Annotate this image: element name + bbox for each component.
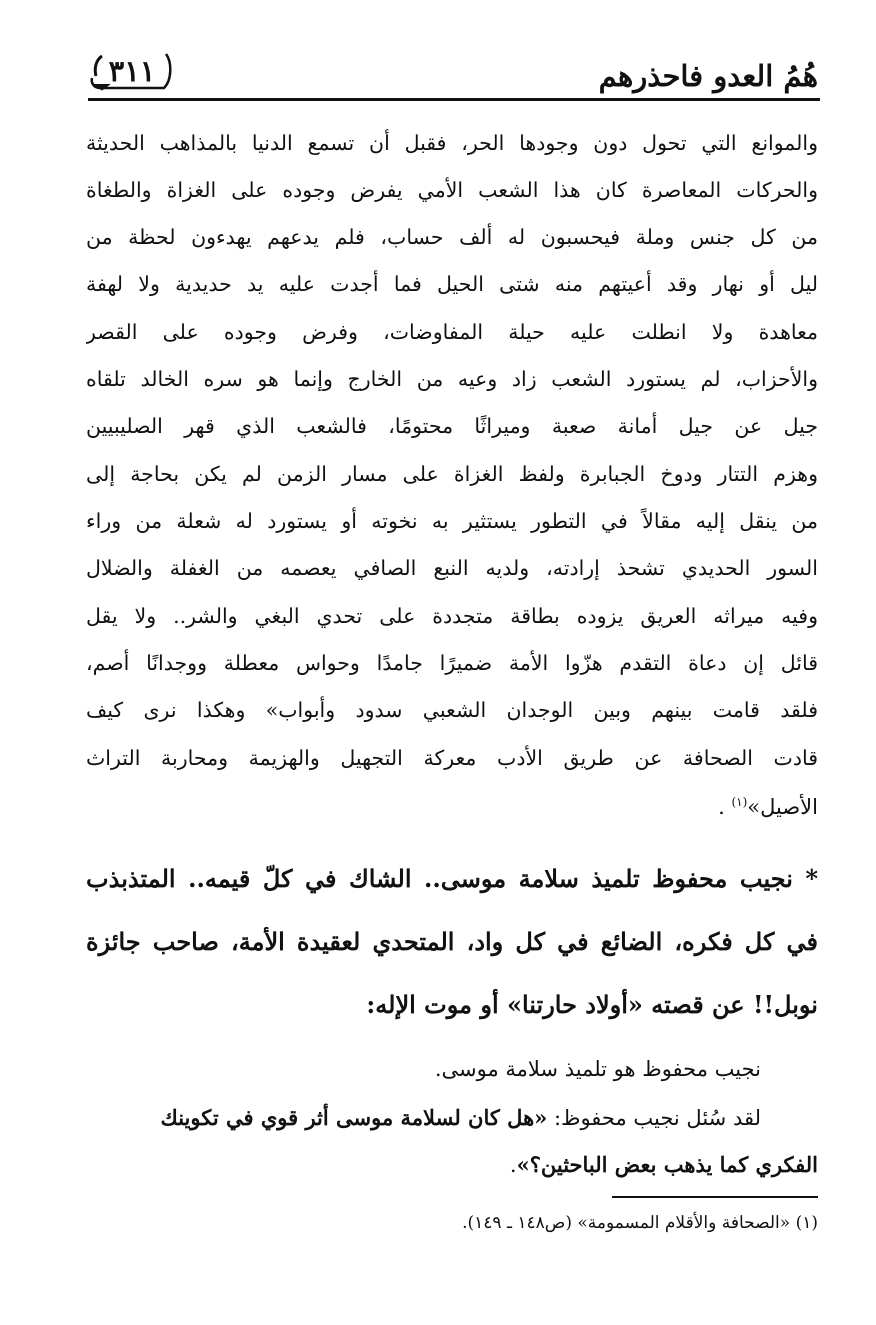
question-prefix: لقد سُئل نجيب محفوظ: — [547, 1106, 761, 1130]
question-line — [86, 1096, 761, 1140]
question-line-2 — [86, 1143, 818, 1187]
paragraph-1-line: من ينقل إليه مقالاً في التطور يستثير به نخوته أو يستورد له شعلة من وراء — [86, 509, 818, 533]
footnote-reference: (١) — [731, 795, 748, 809]
paragraph-1-line: قائل إن دعاة التقدم هزّوا الأمة ضميرًا جامدًا وحواس معطلة ووجدانًا أصم، — [86, 651, 818, 675]
paragraph-1-last-text: الأصيل» — [747, 795, 818, 819]
paragraph-1-line: وفيه ميراثه العريق يزوده بطاقة متجددة على تحدي البغي والشر.. ولا يقل — [86, 604, 818, 628]
paragraph-1-last-line — [86, 785, 818, 829]
paragraph-1-line: وهزم التتار ودوخ الجبابرة ولفظ الغزاة على مسار الزمن لم يكن بحاجة إلى — [86, 462, 818, 486]
page-number: ٣١١ — [108, 54, 156, 88]
section-heading-line: * نجيب محفوظ تلميذ سلامة موسى.. الشاك في كلّ قيمه.. المتذبذب — [86, 864, 818, 893]
paragraph-1-line: والموانع التي تحول دون وجودها الحر، فقبل أن تسمع الدنيا بالمذاهب الحديثة — [86, 131, 818, 155]
paragraph-1-line: السور الحديدي تشحذ إرادته، ولديه النبع الصافي يعصمه من الغفلة والضلال — [86, 556, 818, 580]
page-number-badge — [88, 48, 174, 94]
paragraph-1-line: ليل أو نهار وقد أعيتهم منه شتى الحيل فما أجدت عليه يد حديدية ولا لهفة — [86, 272, 818, 296]
paragraph-1-line: والحركات المعاصرة كان هذا الشعب الأمي يفرض وجوده على الغزاة والطغاة — [86, 178, 818, 202]
section-heading-line: نوبل!! عن قصته «أولاد حارتنا» أو موت الإله: — [366, 990, 818, 1019]
paragraph-1-line: فلقد قامت بينهم وبين الوجدان الشعبي سدود وأبواب» وهكذا نرى كيف — [86, 698, 818, 722]
question-quote-part-2: الفكري كما يذهب بعض الباحثين؟» — [516, 1152, 818, 1177]
question-quote-part-1: «هل كان لسلامة موسى أثر قوي في تكوينك — [160, 1105, 548, 1130]
footnote: (١) «الصحافة والأقلام المسمومة» (ص١٤٨ ـ ١٤٩). — [462, 1213, 818, 1233]
footnote-divider — [612, 1196, 818, 1198]
running-head — [88, 48, 818, 98]
paragraph-1-line: معاهدة ولا انطلت عليه حيلة المفاوضات، وفرض وجوده على القصر — [86, 320, 818, 344]
paragraph-1-line: من كل جنس وملة فيحسبون له ألف حساب، فلم يدعهم يهدءون لحظة من — [86, 225, 818, 249]
statement-line: نجيب محفوظ هو تلميذ سلامة موسى. — [434, 1057, 761, 1081]
running-title: هُمُ العدو فاحذرهم — [598, 59, 818, 93]
paragraph-1-line: قادت الصحافة عن طريق الأدب معركة التجهيل والهزيمة ومحاربة التراث — [86, 746, 818, 770]
question-end-mark: . — [509, 1153, 517, 1177]
paragraph-1-end-mark: . — [718, 795, 732, 819]
section-heading-line: في كل فكره، الضائع في كل واد، المتحدي لعقيدة الأمة، صاحب جائزة — [86, 927, 818, 956]
paragraph-1-line: والأحزاب، لم يستورد الشعب زاد وعيه من الخارج وإنما هو سره الخالد تلقاه — [86, 367, 818, 391]
paragraph-1-line: جيل عن جيل أمانة صعبة وميراثًا محتومًا، فالشعب الذي قهر الصليبيين — [86, 414, 818, 438]
header-divider — [88, 98, 820, 101]
